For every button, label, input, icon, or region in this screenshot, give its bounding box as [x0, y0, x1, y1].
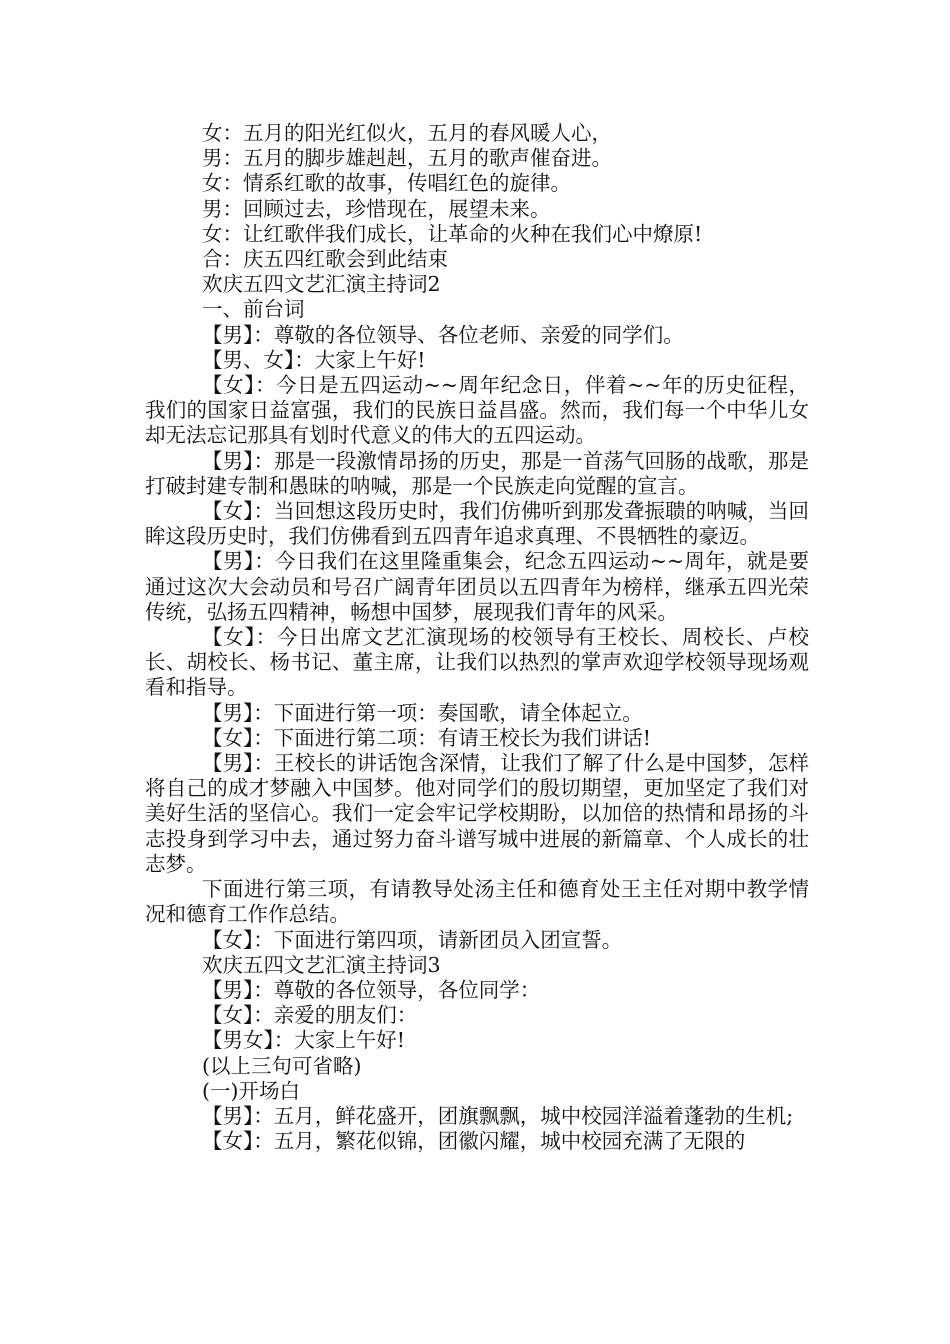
paragraph-18: 【男】：王校长的讲话饱含深情，让我们了解了什么是中国梦，怎样将自己的成才梦融入中国梦。他对同学们的殷切期望，更加坚定了我们对美好生活的坚信心。我们一定会牢记学校期盼，以加倍的热情和昂扬的斗志投身到学习中去，通过努力奋斗谱写城中进展的新篇章、个人成长的壮志梦。 [145, 751, 809, 876]
paragraph-5: 女：让红歌伴我们成长，让革命的火种在我们心中燎原! [202, 221, 703, 246]
paragraph-25: (以上三句可省略) [202, 1053, 362, 1078]
paragraph-23: 【女】：亲爱的朋友们： [202, 1003, 418, 1028]
paragraph-10: 【男、女】：大家上午好! [202, 347, 426, 372]
paragraph-2: 男：五月的脚步雄赳赳，五月的歌声催奋进。 [202, 146, 612, 171]
paragraph-15: 【女】：今日出席文艺汇演现场的校领导有王校长、周校长、卢校长、胡校长、杨书记、董主席，让我们以热烈的掌声欢迎学校领导现场观看和指导。 [145, 625, 809, 700]
document-page [145, 121, 809, 1154]
section-heading-opening: (一)开场白 [202, 1078, 300, 1103]
paragraph-28: 【女】：五月，繁花似锦，团徽闪耀，城中校园充满了无限的 [202, 1129, 746, 1154]
paragraph-6: 合：庆五四红歌会到此结束 [202, 247, 448, 272]
paragraph-12: 【男】：那是一段激情昂扬的历史，那是一首荡气回肠的战歌，那是打破封建专制和愚昧的呐喊，那是一个民族走向觉醒的宣言。 [145, 448, 809, 498]
paragraph-27: 【男】：五月，鲜花盛开，团旗飘飘，城中校园洋溢着蓬勃的生机; [202, 1103, 794, 1128]
section-title-2: 欢庆五四文艺汇演主持词2 [202, 272, 441, 297]
paragraph-22: 【男】：尊敬的各位领导，各位同学： [202, 977, 541, 1002]
paragraph-16: 【男】：下面进行第一项：奏国歌，请全体起立。 [202, 700, 643, 725]
paragraph-9: 【男】：尊敬的各位领导、各位老师、亲爱的同学们。 [202, 322, 684, 347]
section-heading-front: 一、前台词 [202, 297, 305, 322]
paragraph-1: 女：五月的阳光红似火，五月的春风暖人心， [202, 121, 612, 145]
paragraph-4: 男：回顾过去，珍惜现在，展望未来。 [202, 196, 551, 221]
paragraph-13: 【女】：当回想这段历史时，我们仿佛听到那发聋振聩的呐喊，当回眸这段历史时，我们仿佛看到五四青年追求真理、不畏牺牲的豪迈。 [145, 499, 809, 549]
section-title-3: 欢庆五四文艺汇演主持词3 [202, 952, 441, 977]
paragraph-19: 下面进行第三项，有请教导处汤主任和德育处王主任对期中教学情况和德育工作作总结。 [145, 877, 809, 927]
paragraph-17: 【女】：下面进行第二项：有请王校长为我们讲话! [202, 725, 651, 750]
paragraph-11: 【女】：今日是五四运动~~周年纪念日，伴着~~年的历史征程，我们的国家日益富强，我们的民族日益昌盛。然而，我们每一个中华儿女却无法忘记那具有划时代意义的伟大的五四运动。 [145, 373, 809, 448]
paragraph-14: 【男】：今日我们在这里隆重集会，纪念五四运动~~周年，就是要通过这次大会动员和号召广阔青年团员以五四青年为榜样，继承五四光荣传统，弘扬五四精神，畅想中国梦，展现我们青年的风采。 [145, 549, 809, 624]
paragraph-3: 女：情系红歌的故事，传唱红色的旋律。 [202, 171, 571, 196]
paragraph-20: 【女】：下面进行第四项，请新团员入团宣誓。 [202, 927, 623, 952]
paragraph-24: 【男女】：大家上午好! [202, 1028, 405, 1053]
